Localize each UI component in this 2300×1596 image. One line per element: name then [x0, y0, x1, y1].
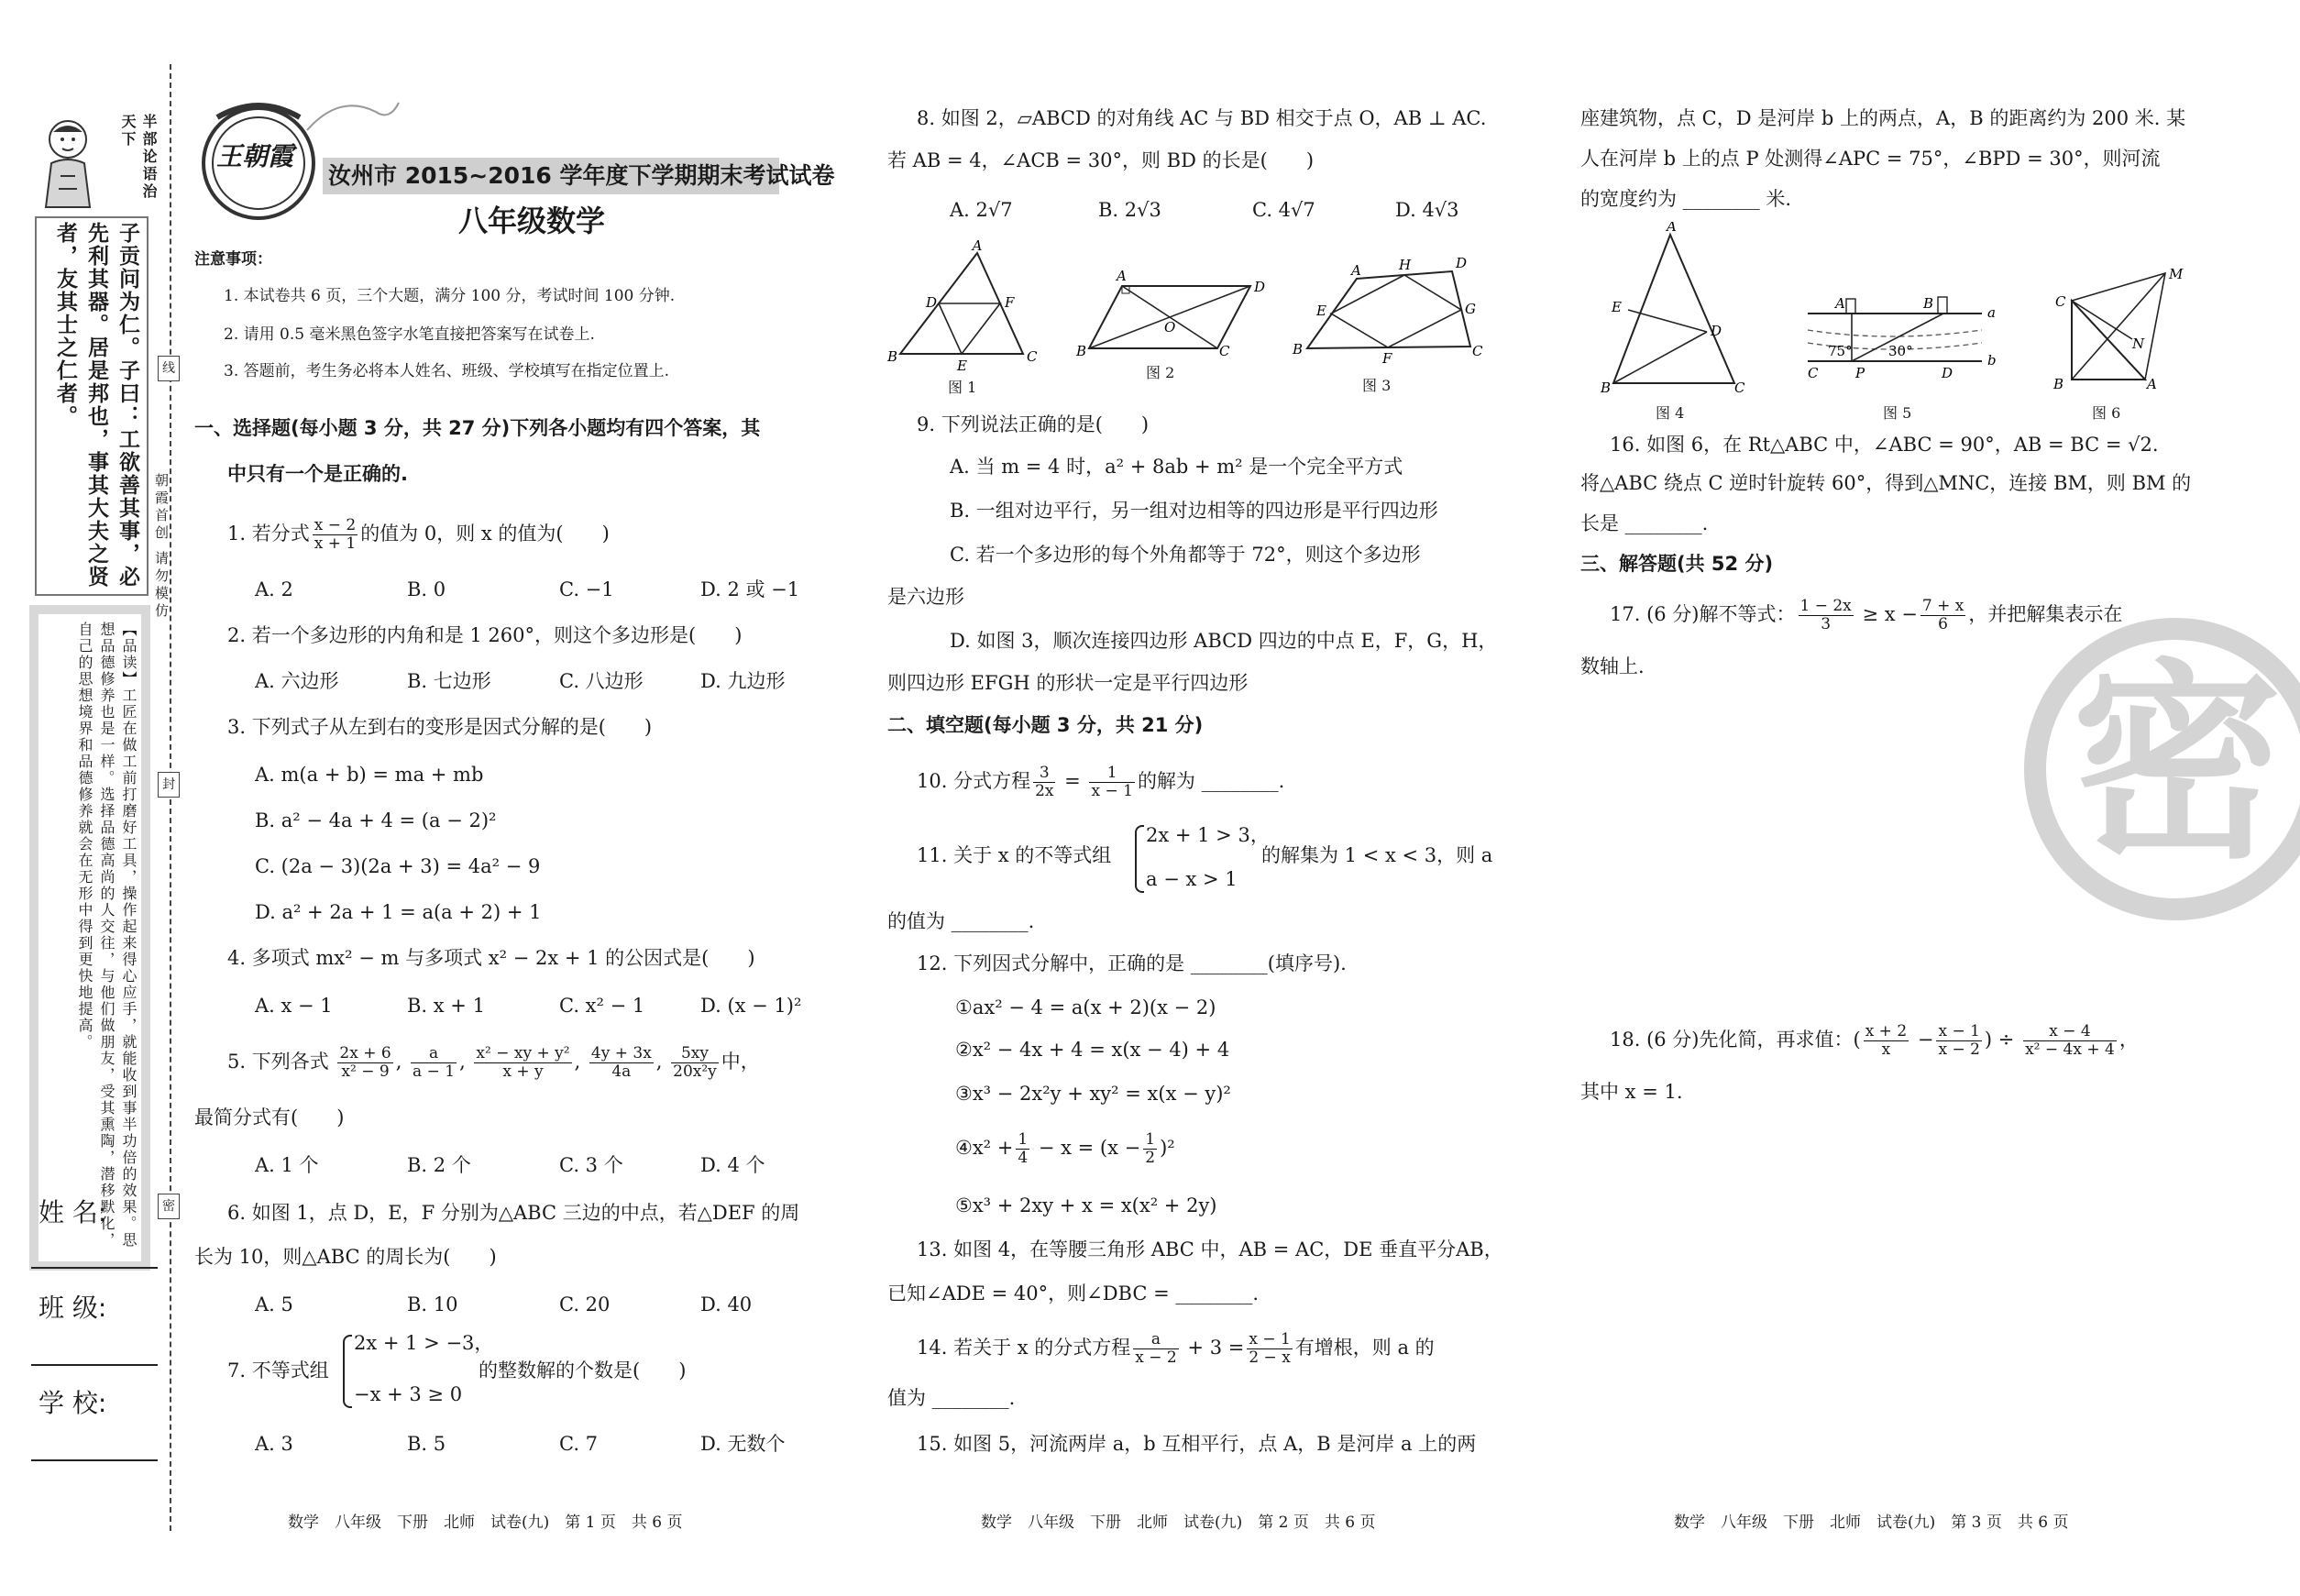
svg-text:75°: 75°	[1828, 343, 1853, 359]
figure-1-triangle	[884, 240, 1049, 378]
q5-stem: 5. 下列各式 $\frac{2x + 6}{\text{x² − 9}}$ , $\frac{a}{a - 1}$ , $\frac{\text{x² − xy + y²}}{x + y}$ , $\frac{4y + 3x}{4a}$ , $\frac{5xy}{\text{20x²y}}$ 中，	[227, 1044, 760, 1081]
name-field-line[interactable]	[31, 1267, 158, 1269]
q12-stem: 12. 下列因式分解中，正确的是 ________(填序号).	[917, 952, 1347, 974]
q4-stem: 4. 多项式 mx² − m 与多项式 x² − 2x + 1 的公因式是( )	[227, 947, 755, 969]
svg-text:C: C	[1472, 343, 1483, 359]
margin-mark-line: 线	[158, 356, 180, 381]
q9-option-a: A. 当 m = 4 时，a² + 8ab + m² 是一个完全平方式	[950, 456, 1403, 478]
figure-6-rotation	[2041, 257, 2187, 394]
copyright-notice: 朝霞首创 请勿模仿	[153, 473, 170, 621]
svg-text:D: D	[1254, 279, 1266, 295]
q3-option-a: A. m(a + b) = ma + mb	[255, 764, 484, 786]
q7-system-line-2: −x + 3 ≥ 0	[354, 1383, 463, 1405]
q15-continuation-3: 的宽度约为 ________ 米.	[1580, 188, 1792, 210]
q8-stem: 8. 如图 2，▱ABCD 的对角线 AC 与 BD 相交于点 O，AB ⊥ AC.	[917, 107, 1487, 129]
svg-text:B: B	[1076, 343, 1087, 359]
q12-item-5: ⑤x³ + 2xy + x = x(x² + 2y)	[955, 1194, 1217, 1216]
svg-text:A: A	[2147, 376, 2157, 392]
section1-heading-2: 中只有一个是正确的.	[227, 463, 408, 485]
notes-item-2: 2. 请用 0.5 毫米黑色签字水笔直接把答案写在试卷上.	[224, 325, 595, 344]
svg-text:b: b	[1987, 352, 1997, 369]
svg-text:D: D	[1456, 255, 1468, 271]
q9-option-c: C. 若一个多边形的每个外角都等于 72°，则这个多边形	[950, 544, 1421, 566]
q18-expression: 18. (6 分)先化简，再求值：( $\frac{x + 2}{x}$ − $\frac{x - 1}{x - 2}$ ) ÷ $\frac{x - 4}{\text{x² − 4x + 4}}$ ，	[1610, 1022, 2139, 1059]
q8-option-d: D. 4√3	[1395, 199, 1459, 221]
svg-text:A: A	[1667, 222, 1677, 235]
q14-equation: 14. 若关于 x 的分式方程 $\frac{a}{x - 2}$ + 3 = $\frac{x - 1}{2 - x}$ 有增根，则 a 的	[917, 1330, 1435, 1367]
q12-item-3: ③x³ − 2x²y + xy² = x(x − y)²	[955, 1083, 1231, 1105]
q10-equation: 10. 分式方程 $\frac{3}{2x}$ = $\frac{1}{x - 1}$ 的解为 ________.	[917, 764, 1285, 800]
q17-inequality: 17. (6 分)解不等式： $\frac{1 - 2x}{3}$ ≥ x − $\frac{7 + x}{6}$ ，并把解集表示在	[1610, 597, 2123, 633]
figure-4-caption: 图 4	[1656, 404, 1685, 422]
header-ribbon	[303, 94, 403, 149]
q1-stem: 1. 若分式 $\frac{x - 2}{x + 1}$ 的值为 0，则 x 的值为( )	[227, 516, 610, 553]
section1-heading: 一、选择题(每小题 3 分，共 27 分)下列各小题均有四个答案，其	[194, 417, 761, 439]
q4-option-b: B. x + 1	[407, 995, 485, 1017]
q6-option-b: B. 10	[407, 1293, 458, 1315]
svg-text:B: B	[1923, 295, 1934, 312]
q16-stem-1: 16. 如图 6，在 Rt△ABC 中，∠ABC = 90°，AB = BC = √2.	[1610, 434, 2159, 456]
quote-text: 子贡问为仁。子曰：工欲善其事，必先利其器。居是邦也，事其大夫之贤者，友其士之仁者。	[53, 222, 139, 589]
svg-text:G: G	[1465, 301, 1476, 317]
class-field-label: 班 级:	[39, 1293, 107, 1323]
svg-text:D: D	[1711, 323, 1722, 339]
q3-option-c: C. (2a − 3)(2a + 3) = 4a² − 9	[255, 855, 541, 877]
figure-3-quadrilateral	[1287, 255, 1489, 374]
svg-text:B: B	[887, 348, 898, 365]
svg-text:M: M	[2169, 266, 2184, 282]
q4-option-c: C. x² − 1	[559, 995, 645, 1017]
q11-stem-a: 11. 关于 x 的不等式组	[917, 844, 1112, 866]
q7-option-c: C. 7	[559, 1433, 599, 1455]
q9-option-d: D. 如图 3，顺次连接四边形 ABCD 四边的中点 E，F，G，H，	[950, 630, 1498, 652]
q7-system-line-1: 2x + 1 > −3，	[354, 1332, 494, 1354]
q4-option-a: A. x − 1	[255, 995, 333, 1017]
section3-heading: 三、解答题(共 52 分)	[1580, 553, 1774, 575]
svg-text:A: A	[972, 240, 983, 254]
q6-option-a: A. 5	[255, 1293, 293, 1315]
svg-text:C: C	[1808, 365, 1819, 381]
q11-system-line-1: 2x + 1 > 3，	[1146, 824, 1270, 846]
q9-option-b: B. 一组对边平行，另一组对边相等的四边形是平行四边形	[950, 500, 1438, 522]
q11-system-line-2: a − x > 1	[1146, 868, 1238, 890]
q15-stem: 15. 如图 5，河流两岸 a，b 互相平行，点 A，B 是河岸 a 上的两	[917, 1433, 1477, 1455]
q7-option-d: D. 无数个	[700, 1433, 786, 1455]
q8-option-b: B. 2√3	[1098, 199, 1161, 221]
q8-option-c: C. 4√7	[1252, 199, 1315, 221]
footer-page-2: 数学 八年级 下册 北师 试卷(九) 第 2 页 共 6 页	[981, 1513, 1376, 1532]
figure-2-caption: 图 2	[1146, 364, 1175, 381]
q2-option-a: A. 六边形	[255, 670, 339, 692]
q9-option-d-2: 则四边形 EFGH 的形状一定是平行四边形	[887, 672, 1249, 694]
q1-option-d: D. 2 或 −1	[700, 578, 800, 600]
q1-option-a: A. 2	[255, 578, 293, 600]
q3-option-b: B. a² − 4a + 4 = (a − 2)²	[255, 809, 497, 831]
q12-item-4: ④x² + $\frac{1}{4}$ − x = (x − $\frac{1}{2}$ )²	[955, 1130, 1175, 1167]
exam-title: 汝州市 2015~2016 学年度下学期期末考试试卷	[328, 162, 835, 189]
q7-option-b: B. 5	[407, 1433, 446, 1455]
q7-stem-a: 7. 不等式组	[227, 1359, 329, 1381]
figure-6-caption: 图 6	[2092, 404, 2121, 422]
q5-option-d: D. 4 个	[700, 1154, 765, 1176]
q16-stem-2: 将△ABC 绕点 C 逆时针旋转 60°，得到△MNC，连接 BM，则 BM 的	[1580, 472, 2192, 494]
svg-text:B: B	[1601, 380, 1612, 396]
q14-stem-2: 值为 ________.	[887, 1387, 1016, 1409]
svg-text:A: A	[1835, 295, 1845, 312]
figure-2-parallelogram	[1074, 266, 1276, 367]
svg-text:C: C	[2055, 293, 2066, 310]
svg-text:B: B	[1293, 341, 1304, 358]
svg-text:C: C	[1027, 348, 1038, 365]
svg-text:F: F	[1382, 350, 1392, 367]
q6-stem: 6. 如图 1，点 D，E，F 分别为△ABC 三边的中点，若△DEF 的周	[227, 1202, 800, 1224]
q18-stem-2: 其中 x = 1.	[1580, 1081, 1683, 1103]
q5-option-c: C. 3 个	[559, 1154, 623, 1176]
figure-5-river	[1799, 286, 2000, 387]
q5-stem-2: 最简分式有( )	[194, 1106, 345, 1128]
q6-stem-2: 长为 10，则△ABC 的周长为( )	[194, 1246, 497, 1268]
svg-text:P: P	[1855, 365, 1865, 381]
figure-3-caption: 图 3	[1362, 377, 1392, 394]
name-field-label: 姓 名:	[39, 1197, 107, 1227]
q7-stem-b: 的整数解的个数是( )	[479, 1359, 687, 1381]
svg-text:D: D	[926, 294, 938, 311]
confucius-illustration	[33, 112, 125, 213]
brand-seal-text: 王朝霞	[216, 141, 294, 171]
section2-heading: 二、填空题(每小题 3 分，共 21 分)	[887, 714, 1204, 736]
figure-1-caption: 图 1	[948, 379, 977, 396]
q15-continuation-1: 座建筑物，点 C，D 是河岸 b 上的两点，A，B 的距离约为 200 米. 某	[1580, 107, 2186, 129]
secret-watermark-glyph: 密	[2071, 643, 2283, 887]
svg-text:E: E	[1316, 303, 1326, 319]
svg-text:D: D	[1942, 365, 1953, 381]
figure-4-isosceles-triangle	[1601, 222, 1747, 396]
q1-option-b: B. 0	[407, 578, 446, 600]
svg-text:B: B	[2053, 376, 2064, 392]
q3-option-d: D. a² + 2a + 1 = a(a + 2) + 1	[255, 901, 542, 923]
svg-text:C: C	[1734, 380, 1745, 396]
svg-text:N: N	[2132, 336, 2145, 352]
q17-stem-2: 数轴上.	[1580, 655, 1645, 677]
svg-text:30°: 30°	[1888, 343, 1913, 359]
q11-stem-c: 的值为 ________.	[887, 910, 1035, 932]
q13-stem: 13. 如图 4，在等腰三角形 ABC 中，AB = AC，DE 垂直平分AB，	[917, 1238, 1503, 1260]
class-field-line[interactable]	[31, 1364, 158, 1366]
q11-brace	[1135, 825, 1144, 893]
margin-mark-secret: 密	[158, 1194, 180, 1219]
q4-option-d: D. (x − 1)²	[700, 995, 802, 1017]
commentary-text: 【品读】工匠在做工前打磨好工具，操作起来得心应手，就能收到事半功倍的效果。思想品德修养也是一样。选择品德高尚的人交往，与他们做朋友，受其熏陶，潜移默化，自己的思想境界和品德修养就会在无形中得到更快地提高。	[76, 622, 138, 1249]
svg-text:O: O	[1164, 319, 1176, 336]
notes-item-1: 1. 本试卷共 6 页，三个大题，满分 100 分，考试时间 100 分钟.	[224, 287, 676, 305]
q15-continuation-2: 人在河岸 b 上的点 P 处测得∠APC = 75°，∠BPD = 30°，则河流	[1580, 148, 2161, 170]
footer-page-1: 数学 八年级 下册 北师 试卷(九) 第 1 页 共 6 页	[288, 1513, 683, 1532]
q6-option-d: D. 40	[700, 1293, 753, 1315]
notes-heading: 注意事项：	[194, 250, 272, 269]
q1-option-c: C. −1	[559, 578, 614, 600]
series-name: 半部论语治天下	[119, 114, 158, 201]
margin-mark-seal: 封	[158, 772, 180, 798]
q13-stem-2: 已知∠ADE = 40°，则∠DBC = ________.	[887, 1282, 1260, 1304]
q7-brace	[343, 1335, 352, 1408]
svg-text:H: H	[1399, 257, 1412, 273]
q8-option-a: A. 2√7	[950, 199, 1013, 221]
notes-item-3: 3. 答题前，考生务必将本人姓名、班级、学校填写在指定位置上.	[224, 362, 670, 380]
q12-item-2: ②x² − 4x + 4 = x(x − 4) + 4	[955, 1039, 1230, 1061]
q16-stem-3: 长是 ________.	[1580, 512, 1709, 534]
svg-text:E: E	[1612, 299, 1622, 315]
q5-option-a: A. 1 个	[255, 1154, 319, 1176]
svg-text:A: A	[1351, 262, 1361, 279]
q2-stem: 2. 若一个多边形的内角和是 1 260°，则这个多边形是( )	[227, 624, 743, 646]
svg-text:C: C	[1219, 343, 1230, 359]
q9-stem: 9. 下列说法正确的是( )	[917, 413, 1150, 435]
q5-option-b: B. 2 个	[407, 1154, 471, 1176]
svg-text:A: A	[1117, 268, 1127, 284]
q6-option-c: C. 20	[559, 1293, 611, 1315]
q12-item-1: ①ax² − 4 = a(x + 2)(x − 2)	[955, 996, 1216, 1018]
q9-option-c-2: 是六边形	[887, 586, 964, 608]
q2-option-d: D. 九边形	[700, 670, 786, 692]
svg-text:E: E	[957, 358, 967, 374]
q2-option-c: C. 八边形	[559, 670, 644, 692]
svg-text:a: a	[1987, 304, 1996, 321]
q3-stem: 3. 下列式子从左到右的变形是因式分解的是( )	[227, 716, 653, 738]
q7-option-a: A. 3	[255, 1433, 293, 1455]
q2-option-b: B. 七边形	[407, 670, 491, 692]
q8-stem-2: 若 AB = 4，∠ACB = 30°，则 BD 的长是( )	[887, 149, 1315, 171]
exam-subtitle: 八年级数学	[458, 204, 606, 238]
school-field-label: 学 校:	[39, 1388, 107, 1418]
q11-stem-b: 的解集为 1 < x < 3，则 a	[1261, 844, 1493, 866]
binding-dashed-line	[170, 64, 171, 1531]
school-field-line[interactable]	[31, 1459, 158, 1461]
figure-5-caption: 图 5	[1883, 404, 1912, 422]
svg-text:F: F	[1005, 294, 1015, 311]
footer-page-3: 数学 八年级 下册 北师 试卷(九) 第 3 页 共 6 页	[1674, 1513, 2069, 1532]
